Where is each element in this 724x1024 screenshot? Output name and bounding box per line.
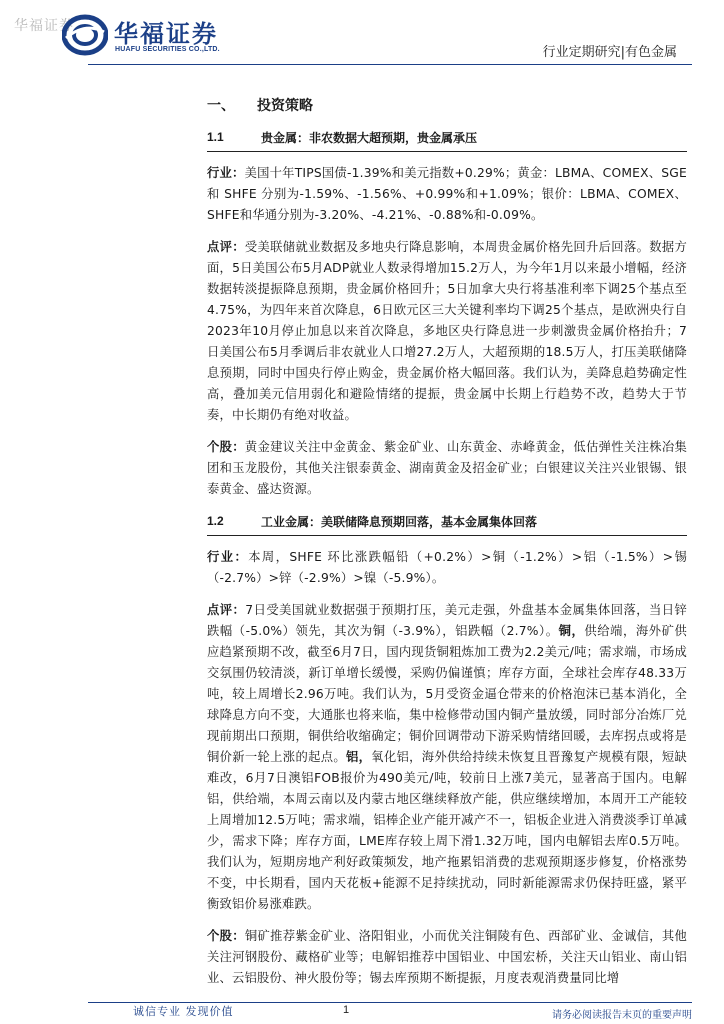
industrial-stock-paragraph [207, 926, 687, 989]
logo-en-text: HUAFU SECURITIES CO.,LTD. [115, 46, 220, 53]
footer-disclaimer: 请务必阅读报告末页的重要声明 [552, 1010, 692, 1021]
subsection-number: 1.2 [207, 514, 224, 528]
industrial-market-paragraph [207, 547, 687, 589]
label-copper: 铜， [558, 624, 585, 638]
label-market: 行业： [207, 550, 249, 564]
label-comment: 点评： [207, 603, 246, 617]
precious-stock-paragraph [207, 437, 687, 500]
subsection-divider [207, 535, 687, 536]
subsection-heading-industrial [207, 509, 687, 533]
section-title: 投资策略 [257, 98, 313, 114]
label-market: 行业： [207, 166, 245, 180]
label-comment: 点评： [207, 240, 245, 254]
section-heading [207, 94, 687, 116]
precious-market-paragraph [207, 163, 687, 226]
industrial-comment-text-2: 供给端，海外矿供应趋紧预期不改，截至6月7日，国内现货铜粗炼加工费为2.2美元/吨；需求端，市场成交氛围仍较清淡，新订单增长缓慢，采购仍偏谨慎；库存方面，全球社会库存48.33万吨，较上周增长2.96万吨。我们认为，5月受资金逼仓带来的价格泡沫已基本消化，全球降息方向不变，大通胀也将来临，集中检修带动国内铜产量放缓，同时部分冶炼厂兑现前期出口预期，铜供给收缩确定；铜价回调带动下游采购情绪回暖，去库拐点或将是铜价新一轮上涨的起点。 [207, 624, 687, 764]
industrial-comment-paragraph [207, 600, 687, 915]
precious-comment-paragraph [207, 237, 687, 426]
header-divider [88, 64, 692, 65]
industrial-comment-text-1: 7日受美国就业数据强于预期打压，美元走强，外盘基本金属集体回落，当日锌跌幅（-5.0%）领先，其次为铜（-3.9%），铝跌幅（2.7%）。 [207, 603, 688, 638]
precious-comment-text: 受美联储就业数据及多地央行降息影响，本周贵金属价格先回升后回落。数据方面，5日美国公布5月ADP就业人数录得增加15.2万人，为今年1月以来最小增幅，经济数据转淡提振降息预期，贵金属价格回升；5日加拿大央行将基准利率下调25个基点至4.75%，为四年来首次降息，6日欧元区三大关键利率均下调25个基点，是欧洲央行自2023年10月停止加息以来首次降息，多地区央行降息进一步刺激贵金属价格抬升；7日美国公布5月季调后非农就业人口增27.2万人，大超预期的18.5万人，打压美联储降息预期，同时中国央行停止购金，贵金属价格大幅回落。我们认为，美降息趋势确定性高，叠加美元信用弱化和避险情绪的提振，贵金属中长期上行趋势不改，趋势大于节奏，中长期仍有绝对收益。 [207, 240, 687, 422]
label-stock: 个股： [207, 929, 245, 943]
page-number: 1 [343, 1004, 350, 1016]
label-aluminum: 铝， [345, 750, 372, 764]
industrial-comment-text-3: 氧化铝，海外供给持续未恢复且晋豫复产规模有限，短缺难改，6月7日澳铝FOB报价为490美元/吨，较前日上涨7美元，显著高于国内。电解铝，供给端，本周云南以及内蒙古地区继续释放产能，供应继续增加，本周开工产能较上周增加12.5万吨；需求端，铝棒企业产能开减产不一，铝板企业进入消费淡季订单减少，需求下降；库存方面，LME库存较上周下滑1.32万吨，国内电解铝去库0.5万吨。我们认为，短期房地产利好政策频发，地产拖累铝消费的悲观预期逐步修复，价格涨势不变，中长期看，国内天花板+能源不足持续扰动，同时新能源需求仍保持旺盛，紧平衡致铝价易涨难跌。 [207, 750, 687, 911]
footer-slogan: 诚信专业 发现价值 [133, 1005, 234, 1018]
company-logo [62, 12, 262, 60]
label-stock: 个股： [207, 440, 245, 454]
subsection-divider [207, 151, 687, 152]
subsection-number: 1.1 [207, 130, 224, 144]
industrial-stock-text: 铜矿推荐紫金矿业、洛阳钼业，小而优关注铜陵有色、西部矿业、金诚信，其他关注河钢股份、藏格矿业等；电解铝推荐中国铝业、中国宏桥，关注天山铝业、南山铝业、云铝股份、神火股份等；锡去库预期不断提振，月度表观消费量同比增 [207, 929, 687, 985]
subsection-title: 工业金属：美联储降息预期回落，基本金属集体回落 [261, 514, 538, 529]
precious-market-text: 美国十年TIPS国债-1.39%和美元指数+0.29%；黄金：LBMA、COMEX、SGE 和 SHFE 分别为-1.59%、-1.56%、+0.99%和+1.09%；银价：LBMA、COMEX、SHFE和华通分别为-3.20%、-4.21%、-0.88%和-0.09%。 [207, 166, 687, 222]
report-body [207, 94, 687, 989]
watermark-text: 华福证券 [14, 18, 74, 34]
logo-cn-text: 华福证券 [114, 19, 218, 48]
logo-swirl-icon [62, 14, 108, 56]
precious-stock-text: 黄金建议关注中金黄金、紫金矿业、山东黄金、赤峰黄金，低估弹性关注株冶集团和玉龙股份，其他关注银泰黄金、湖南黄金及招金矿业；白银建议关注兴业银锡、银泰黄金、盛达资源。 [207, 440, 687, 496]
section-number: 一、 [207, 98, 235, 114]
industrial-market-text: 本周，SHFE 环比涨跌幅铅（+0.2%）>铜（-1.2%）>铝（-1.5%）>锡（-2.7%）>锌（-2.9%）>镍（-5.9%）。 [207, 550, 687, 585]
report-category: 行业定期研究|有色金属 [542, 45, 677, 60]
subsection-heading-precious [207, 125, 687, 149]
subsection-title: 贵金属：非农数据大超预期，贵金属承压 [261, 130, 478, 145]
